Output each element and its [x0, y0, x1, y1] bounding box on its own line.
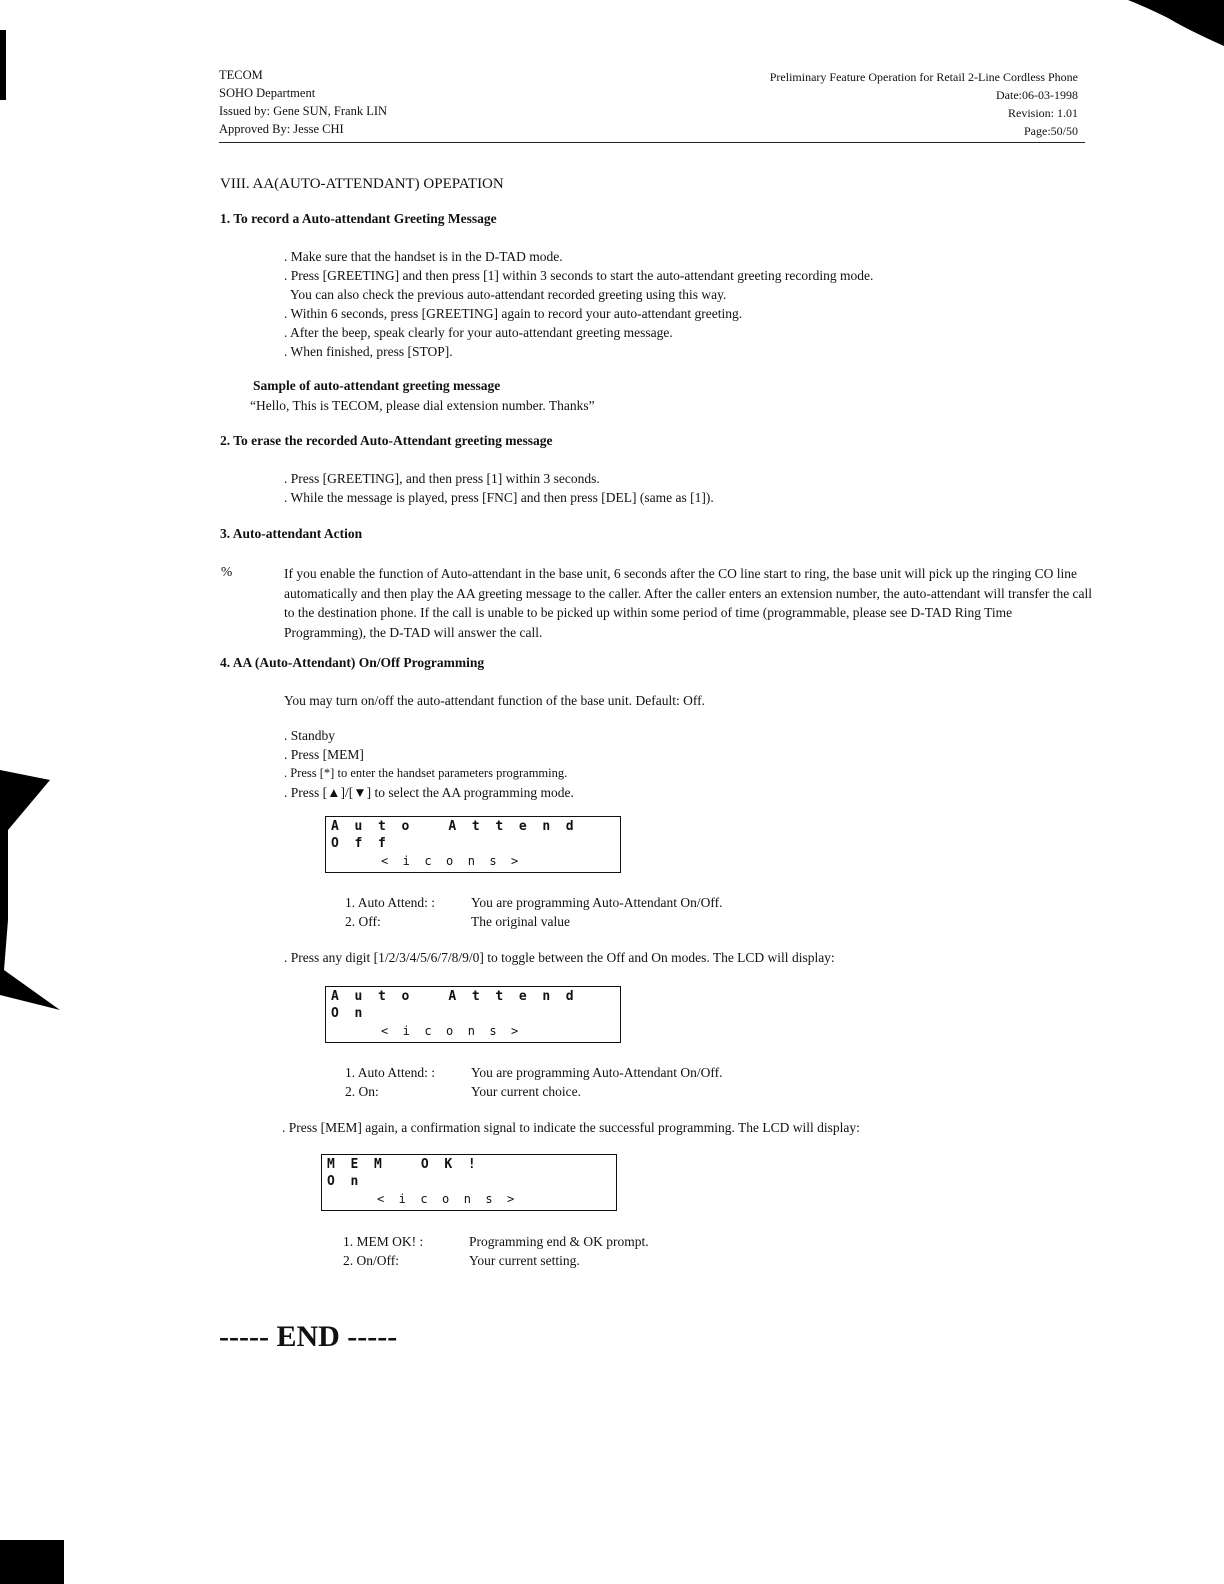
scan-edge-shadow [0, 770, 70, 1030]
lcd-notes-2 [345, 1063, 845, 1103]
lcd-line-3: < i c o n s > [381, 1024, 519, 1038]
document-date: Date:06-03-1998 [996, 88, 1078, 102]
step: . Press [▲]/[▼] to select the AA programming mode. [284, 785, 574, 800]
scan-corner-shadow [1128, 0, 1224, 48]
step: . Within 6 seconds, press [GREETING] again to record your auto-attendant greeting. [284, 306, 743, 321]
section-2-heading: 2. To erase the recorded Auto-Attendant greeting message [220, 433, 553, 448]
lcd-line-2: O f f [331, 836, 386, 851]
note-value: Your current setting. [469, 1253, 580, 1268]
sample-heading: Sample of auto-attendant greeting message [253, 378, 501, 393]
lcd-line-1: A u t o A t t e n d [331, 989, 574, 1004]
step: . Press [GREETING] and then press [1] within 3 seconds to start the auto-attendant greeting recording mode. [284, 268, 874, 283]
header-divider [219, 142, 1085, 143]
company-name: TECOM [219, 68, 263, 82]
bullet-marker: % [221, 564, 233, 579]
header-left [219, 66, 387, 138]
lcd-line-1: A u t o A t t e n d [331, 819, 574, 834]
approved-by: Approved By: Jesse CHI [219, 122, 344, 136]
note-value: Your current choice. [471, 1084, 581, 1099]
step: . When finished, press [STOP]. [284, 344, 453, 359]
document-revision: Revision: 1.01 [1007, 106, 1078, 120]
section-1-heading: 1. To record a Auto-attendant Greeting Message [220, 211, 497, 226]
section-3-heading: 3. Auto-attendant Action [220, 526, 363, 541]
note-key: 1. Auto Attend: : [345, 895, 436, 910]
section-title: VIII. AA(AUTO-ATTENDANT) OPEPATION [220, 176, 504, 192]
lcd-line-2: O n [327, 1174, 359, 1189]
note-value: You are programming Auto-Attendant On/Off. [471, 1065, 723, 1080]
lcd-display-on [325, 986, 621, 1043]
note-key: 1. MEM OK! : [343, 1234, 424, 1249]
issued-by: Issued by: Gene SUN, Frank LIN [219, 104, 388, 118]
lcd-line-1: M E M O K ! [327, 1157, 476, 1172]
lcd-display-off [325, 816, 621, 873]
document-title: Preliminary Feature Operation for Retail 2-Line Cordless Phone [769, 70, 1078, 84]
lcd-notes-1 [345, 893, 845, 933]
note-value: The original value [471, 914, 570, 929]
step: . Press [GREETING], and then press [1] within 3 seconds. [284, 471, 600, 486]
lcd-line-3: < i c o n s > [381, 854, 519, 868]
step: You can also check the previous auto-attendant recorded greeting using this way. [290, 287, 727, 302]
note-key: 2. On: [345, 1084, 379, 1099]
page-number: Page:50/50 [1024, 124, 1078, 138]
lcd-notes-3 [343, 1232, 843, 1272]
scan-corner-mark [0, 1540, 64, 1584]
section-4-heading: 4. AA (Auto-Attendant) On/Off Programming [220, 655, 485, 670]
step: . After the beep, speak clearly for your auto-attendant greeting message. [284, 325, 673, 340]
step: . Press [*] to enter the handset parameters programming. [284, 766, 568, 780]
scan-edge-mark [0, 30, 6, 100]
section-4-intro: You may turn on/off the auto-attendant function of the base unit. Default: Off. [284, 693, 706, 708]
section-4-steps [284, 726, 574, 802]
note-key: 2. Off: [345, 914, 381, 929]
step: . Press [MEM] [284, 747, 364, 762]
note-value: Programming end & OK prompt. [469, 1234, 649, 1249]
mem-step: . Press [MEM] again, a confirmation signal to indicate the successful programming. The LCD will display: [282, 1120, 860, 1135]
sample-text: “Hello, This is TECOM, please dial extension number. Thanks” [250, 398, 595, 413]
section-1-steps [284, 247, 873, 361]
note-key: 2. On/Off: [343, 1253, 399, 1268]
step: . While the message is played, press [FNC] and then press [DEL] (same as [1]). [284, 490, 714, 505]
lcd-display-mem-ok [321, 1154, 617, 1211]
section-3-paragraph: If you enable the function of Auto-attendant in the base unit, 6 seconds after the CO line start to ring, the base unit will pick up the ringing CO line automatically and then play the AA greeting message to the caller. After the caller enters an extension number, the auto-attendant will transfer the call to the destination phone. If the call is unable to be picked up within some period of time (programmable, please see D-TAD Ring Time Programming), the D-TAD will answer the call. [284, 566, 1093, 640]
step: . Standby [284, 728, 336, 743]
lcd-line-3: < i c o n s > [377, 1192, 515, 1206]
header-right [770, 68, 1078, 140]
section-2-steps [284, 469, 714, 507]
lcd-line-2: O n [331, 1006, 363, 1021]
toggle-step: . Press any digit [1/2/3/4/5/6/7/8/9/0] to toggle between the Off and On modes. The LCD will display: [284, 950, 835, 965]
department: SOHO Department [219, 86, 316, 100]
note-key: 1. Auto Attend: : [345, 1065, 436, 1080]
note-value: You are programming Auto-Attendant On/Off. [471, 895, 723, 910]
step: . Make sure that the handset is in the D-TAD mode. [284, 249, 563, 264]
end-marker: ----- END ----- [219, 1320, 398, 1353]
